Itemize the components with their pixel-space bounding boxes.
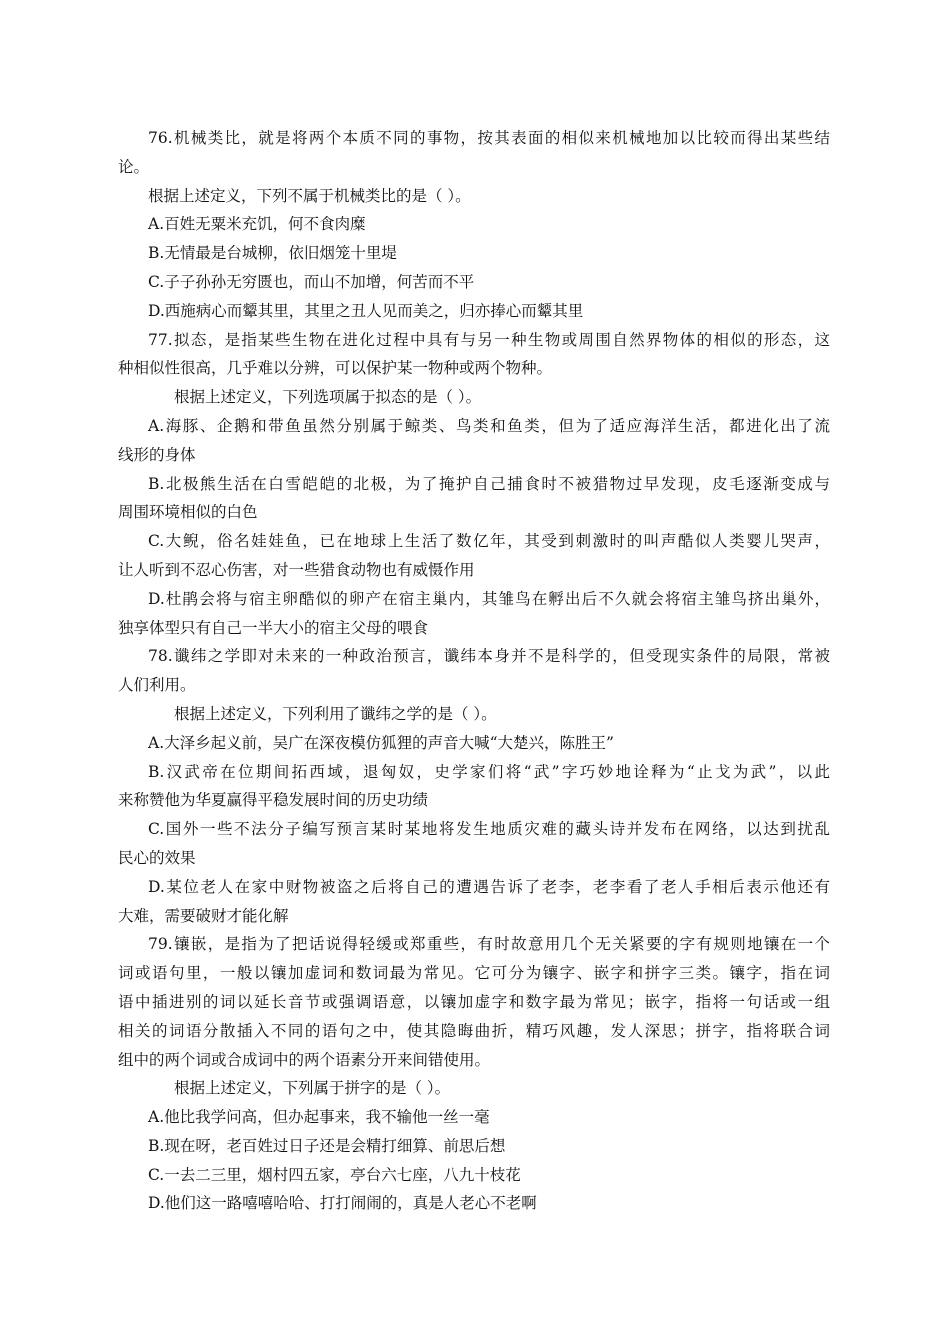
option-a: A.百姓无粟米充饥，何不食肉糜 [148, 215, 366, 234]
option-d: D.他们这一路嘻嘻哈哈、打打闹闹的，真是人老心不老啊 [148, 1194, 537, 1213]
option-c: C.大鲵，俗名娃娃鱼，已在地球上生活了数亿年，其受到刺激时的叫声酷似人类婴儿哭声， [148, 532, 830, 551]
question-stem-line: 77.拟态，是指某些生物在进化过程中具有与另一种生物或周围自然界物体的相似的形态，这 [148, 330, 830, 349]
option-c: C.一去二三里，烟村四五家，亭台六七座，八九十枝花 [148, 1165, 521, 1184]
question-stem-line: 人们利用。 [118, 676, 196, 695]
question-stem-line: 组中的两个词或合成词中的两个语素分开来间错使用。 [118, 1050, 491, 1069]
option-c-continued: 民心的效果 [118, 848, 196, 867]
question-stem-line: 种相似性很高，几乎难以分辨，可以保护某一物种或两个物种。 [118, 359, 553, 378]
option-d-continued: 独享体型只有自己一半大小的宿主父母的喂食 [118, 618, 429, 637]
option-d: D.西施病心而颦其里，其里之丑人见而美之，归亦捧心而颦其里 [148, 301, 584, 320]
question-stem-line: 78.谶纬之学即对未来的一种政治预言，谶纬本身并不是科学的，但受现实条件的局限，常被 [148, 647, 830, 666]
option-a: A.大泽乡起义前，吴广在深夜模仿狐狸的声音大喊“大楚兴，陈胜王” [148, 733, 614, 752]
option-b-continued: 来称赞他为华夏赢得平稳发展时间的历史功绩 [118, 791, 429, 810]
question-stem-line: 论。 [118, 157, 150, 176]
question-stem-line: 词或语句里，一般以镶加虚词和数词最为常见。它可分为镶字、嵌字和拼字三类。镶字，指在词 [118, 964, 830, 983]
question-stem-line: 76.机械类比，就是将两个本质不同的事物，按其表面的相似来机械地加以比较而得出某些结 [148, 129, 830, 147]
option-c-continued: 让人听到不忍心伤害，对一些猎食动物也有威慑作用 [118, 560, 475, 579]
question-prompt: 根据上述定义，下列属于拼字的是（ ）。 [174, 1079, 451, 1098]
question-78 [118, 642, 830, 930]
question-prompt: 根据上述定义，下列不属于机械类比的是（ ）。 [148, 186, 471, 205]
question-76 [118, 124, 830, 326]
option-d: D.某位老人在家中财物被盗之后将自己的遭遇告诉了老李，老李看了老人手相后表示他还有 [148, 877, 830, 896]
option-b: B.无情最是台城柳，依旧烟笼十里堤 [148, 244, 397, 263]
question-stem-line: 79.镶嵌，是指为了把话说得轻缓或郑重些，有时故意用几个无关紧要的字有规则地镶在一个 [148, 935, 830, 954]
option-b: B.汉武帝在位期间拓西域，退匈奴，史学家们将“武”字巧妙地诠释为“止戈为武”，以此 [148, 762, 830, 781]
question-79 [118, 930, 830, 1218]
question-stem-line: 语中插进别的词以延长音节或强调语意，以镶加虚字和数字最为常见；嵌字，指将一句话或一组 [118, 992, 830, 1011]
document-page [118, 124, 830, 1218]
question-prompt: 根据上述定义，下列利用了谶纬之学的是（ ）。 [174, 704, 497, 723]
option-b: B.现在呀，老百姓过日子还是会精打细算、前思后想 [148, 1136, 506, 1155]
option-c: C.国外一些不法分子编写预言某时某地将发生地质灾难的藏头诗并发布在网络，以达到扰乱 [148, 820, 830, 839]
question-77 [118, 326, 830, 643]
option-a: A.他比我学问高，但办起事来，我不输他一丝一毫 [148, 1108, 490, 1127]
option-d-continued: 大难，需要破财才能化解 [118, 906, 289, 925]
question-stem-line: 相关的词语分散插入不同的语句之中，使其隐晦曲折，精巧风趣，发人深思；拼字，指将联合词 [118, 1021, 830, 1040]
option-d: D.杜鹃会将与宿主卵酷似的卵产在宿主巢内，其雏鸟在孵出后不久就会将宿主雏鸟挤出巢外， [148, 589, 830, 608]
option-b: B.北极熊生活在白雪皑皑的北极，为了掩护自己捕食时不被猎物过早发现，皮毛逐渐变成与 [148, 474, 830, 493]
option-c: C.子子孙孙无穷匮也，而山不加增，何苦而不平 [148, 272, 475, 291]
question-prompt: 根据上述定义，下列选项属于拟态的是（ ）。 [174, 388, 482, 407]
option-a: A.海豚、企鹅和带鱼虽然分别属于鲸类、鸟类和鱼类，但为了适应海洋生活，都进化出了流 [148, 416, 830, 435]
option-a-continued: 线形的身体 [118, 445, 196, 464]
option-b-continued: 周围环境相似的白色 [118, 503, 258, 522]
